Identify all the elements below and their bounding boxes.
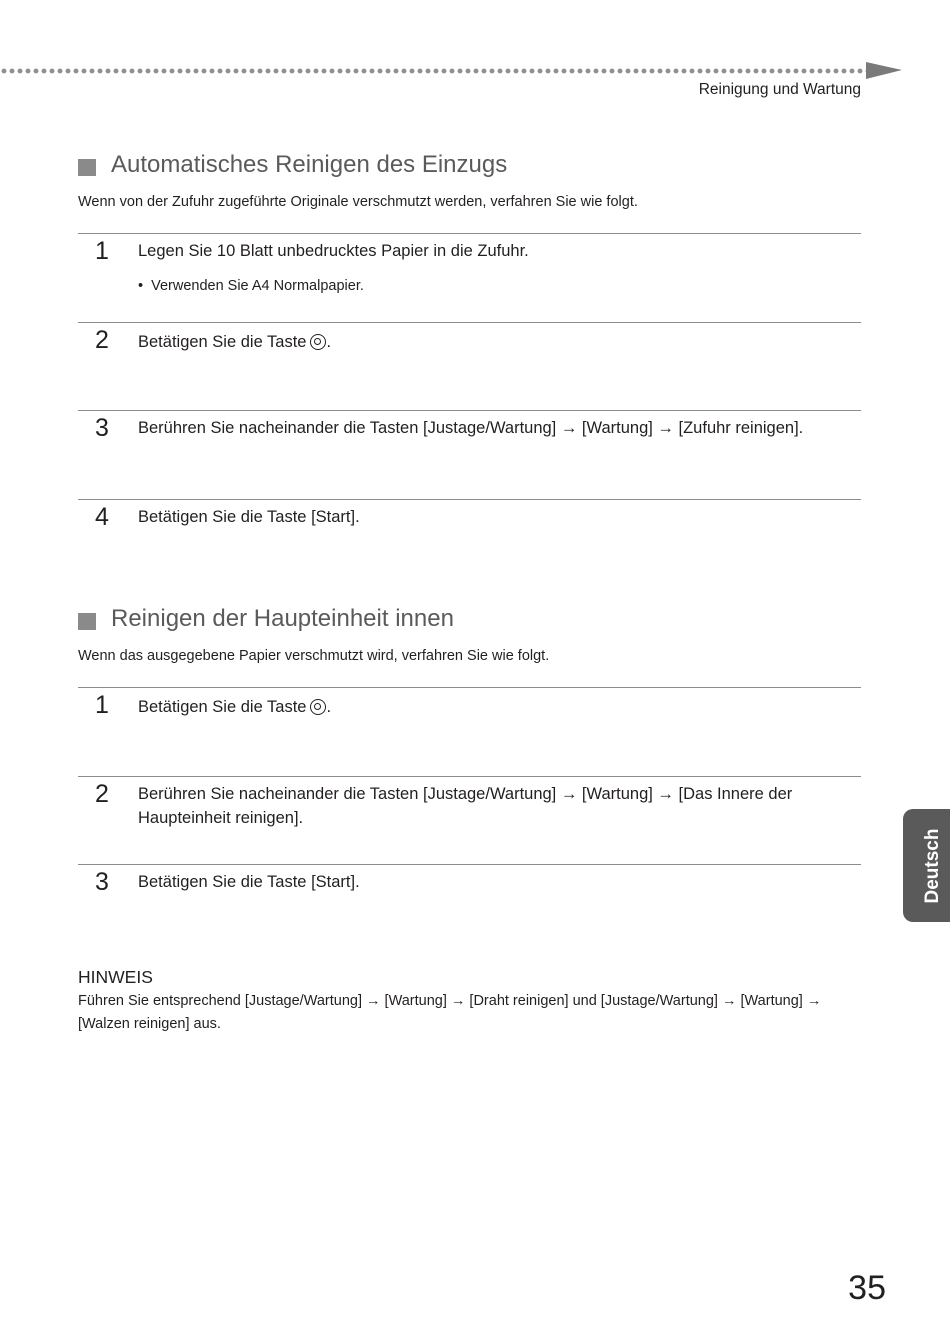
step-text-end: . <box>326 333 332 351</box>
note-title: HINWEIS <box>78 967 153 987</box>
step-divider <box>78 499 861 500</box>
step-divider <box>78 233 861 234</box>
settings-button-icon <box>310 334 326 350</box>
section-intro: Wenn das ausgegebene Papier verschmutzt wird, verfahren Sie wie folgt. <box>78 648 550 664</box>
step-divider <box>78 687 861 688</box>
step-text: Betätigen Sie die Taste [Start]. <box>138 873 360 891</box>
step-number: 2 <box>95 326 109 354</box>
step-text: Berühren Sie nacheinander die Tasten [Justage/Wartung] → [Wartung] → [Das Innere der Haupteinheit reinigen]. <box>138 785 793 827</box>
step-text <box>138 695 838 719</box>
step-number: 1 <box>95 237 109 265</box>
section-title: Automatisches Reinigen des Einzugs <box>111 151 508 178</box>
step-number: 3 <box>95 868 109 896</box>
step-number: 2 <box>95 780 109 808</box>
step-text-end: . <box>326 698 332 716</box>
running-head: Reinigung und Wartung <box>698 81 861 98</box>
settings-button-icon <box>310 699 326 715</box>
square-bullet-icon <box>78 159 96 176</box>
step-divider <box>78 410 861 411</box>
step-text: Betätigen Sie die Taste [Start]. <box>138 508 360 526</box>
step-divider <box>78 776 861 777</box>
step-number: 3 <box>95 414 109 442</box>
step-text <box>138 330 838 354</box>
step-text: Berühren Sie nacheinander die Tasten [Justage/Wartung] → [Wartung] → [Zufuhr reinigen]. <box>138 419 804 437</box>
step-text: Legen Sie 10 Blatt unbedrucktes Papier in die Zufuhr. <box>138 242 529 260</box>
step-text-main: Betätigen Sie die Taste <box>138 698 307 716</box>
language-tab <box>903 809 950 922</box>
page-number: 35 <box>848 1269 886 1307</box>
dotted-header-line <box>0 67 866 75</box>
triangle-arrow-icon <box>866 62 904 80</box>
section-title: Reinigen der Haupteinheit innen <box>111 605 454 632</box>
step-divider <box>78 322 861 323</box>
sub-item-text: Verwenden Sie A4 Normalpapier. <box>151 278 364 294</box>
step-text-main: Betätigen Sie die Taste <box>138 333 307 351</box>
step-sub-item <box>138 278 364 294</box>
note-text: Führen Sie entsprechend [Justage/Wartung] → [Wartung] → [Draht reinigen] und [Justage/Wartung] → [Wartung] → [Walzen reinigen] aus. <box>78 993 822 1032</box>
step-number: 1 <box>95 691 109 719</box>
language-tab-label: Deutsch <box>922 828 943 903</box>
square-bullet-icon <box>78 613 96 630</box>
step-number: 4 <box>95 503 109 531</box>
bullet-glyph: • <box>138 278 144 294</box>
section-intro: Wenn von der Zufuhr zugeführte Originale verschmutzt werden, verfahren Sie wie folgt. <box>78 194 638 210</box>
step-divider <box>78 864 861 865</box>
